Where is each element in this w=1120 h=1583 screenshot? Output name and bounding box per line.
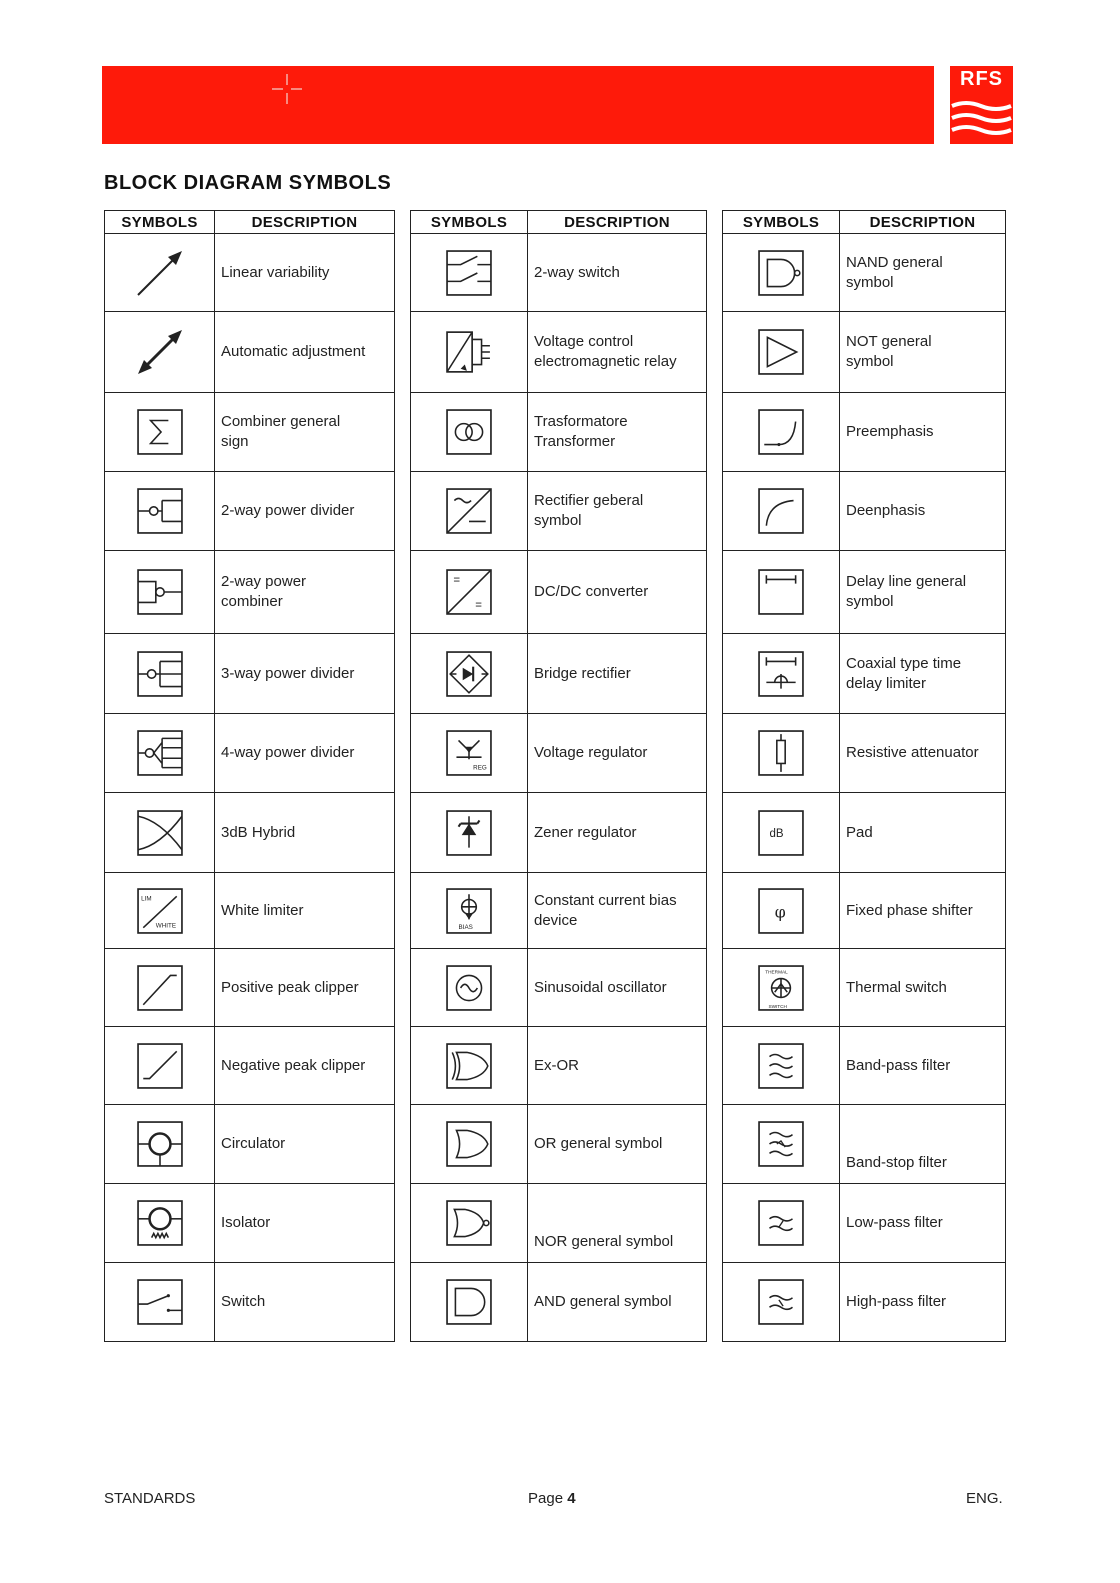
svg-text:THERMAL: THERMAL (765, 968, 788, 974)
symbol-cell (105, 551, 215, 634)
svg-text:BIAS: BIAS (458, 923, 473, 931)
symbol-cell (411, 949, 528, 1027)
description-line: Bridge rectifier (534, 664, 631, 682)
deenphasis-icon (758, 488, 804, 534)
symbol-cell (105, 1027, 215, 1105)
table-row (105, 949, 395, 1027)
description-line: delay limiter (846, 674, 927, 692)
table-row (105, 714, 395, 793)
description-header: DESCRIPTION (528, 211, 707, 234)
table-row (411, 472, 707, 551)
symbol-cell (723, 793, 840, 873)
rfs-logo (950, 66, 1013, 144)
page-number: 4 (567, 1490, 576, 1507)
description-cell (215, 949, 395, 1027)
description-line: Transformer (534, 433, 616, 450)
description-line: Positive peak clipper (221, 978, 359, 996)
linear-variability-icon (130, 243, 190, 303)
description-header: DESCRIPTION (840, 211, 1006, 234)
description-line: Negative peak clipper (221, 1056, 366, 1074)
description-line: Switch (221, 1293, 266, 1310)
low-pass-filter-icon (758, 1200, 804, 1246)
description-line: NOR general symbol (534, 1233, 674, 1250)
description-line: Pad (846, 823, 873, 841)
description-line: DC/DC converter (534, 583, 649, 600)
svg-text:=: = (475, 599, 482, 612)
table-row (411, 793, 707, 873)
description-line: OR general symbol (534, 1135, 663, 1152)
table-row (105, 1263, 395, 1342)
symbols-header: SYMBOLS (411, 211, 528, 234)
description-line: Band-stop filter (846, 1154, 947, 1171)
pad-icon (758, 810, 804, 856)
table-row (411, 551, 707, 634)
svg-text:=: = (453, 574, 461, 587)
2-way-power-combiner-icon (137, 569, 183, 615)
table-row (411, 312, 707, 393)
description-cell (840, 312, 1006, 393)
voltage-control-relay-icon (446, 329, 492, 375)
table-row (105, 234, 395, 312)
description-cell (215, 1263, 395, 1342)
sinusoidal-oscillator-icon (446, 965, 492, 1011)
svg-text:REG: REG (473, 764, 487, 772)
description-line: symbol (534, 512, 582, 529)
description-line: Ex-OR (534, 1056, 579, 1074)
description-cell (840, 234, 1006, 312)
symbol-cell (105, 873, 215, 949)
description-cell (840, 1027, 1006, 1105)
band-stop-filter-icon (758, 1121, 804, 1167)
description-header: DESCRIPTION (215, 211, 395, 234)
description-cell (215, 234, 395, 312)
description-cell (840, 1184, 1006, 1263)
high-pass-filter-icon (758, 1279, 804, 1325)
table-row (723, 1263, 1006, 1342)
svg-text:SWITCH: SWITCH (768, 1003, 787, 1009)
description-cell (840, 1105, 1006, 1184)
symbol-cell (723, 472, 840, 551)
symbols-header: SYMBOLS (723, 211, 840, 234)
symbol-cell (723, 551, 840, 634)
description-line: Coaxial type time (846, 654, 962, 672)
table-row (411, 234, 707, 312)
description-line: Resistive attenuator (846, 744, 979, 761)
4-way-power-divider-icon (137, 730, 183, 776)
description-line: Band-pass filter (846, 1056, 951, 1074)
table-row (723, 1105, 1006, 1184)
description-cell (840, 949, 1006, 1027)
description-line: Constant current bias (534, 891, 677, 909)
logo-text: RFS (960, 68, 1003, 90)
description-cell (215, 551, 395, 634)
symbol-cell (411, 234, 528, 312)
description-line: Low-pass filter (846, 1214, 943, 1231)
svg-text:dB: dB (769, 827, 784, 840)
description-line: Isolator (221, 1214, 271, 1231)
table-row (105, 551, 395, 634)
description-cell (840, 472, 1006, 551)
description-cell (528, 1263, 707, 1342)
3-way-power-divider-icon (137, 651, 183, 697)
description-cell (528, 714, 707, 793)
description-line: Voltage regulator (534, 744, 648, 761)
crosshair-icon (272, 74, 302, 104)
coaxial-delay-limiter-icon (758, 651, 804, 697)
table-row (723, 873, 1006, 949)
description-line: NOT general (846, 333, 932, 350)
symbol-cell (105, 714, 215, 793)
description-cell (528, 234, 707, 312)
table-row (723, 551, 1006, 634)
svg-text:LIM: LIM (140, 895, 152, 903)
description-cell (840, 551, 1006, 634)
transformer-icon (446, 409, 492, 455)
symbol-cell (411, 393, 528, 472)
resistive-attenuator-icon (758, 730, 804, 776)
symbol-cell (105, 234, 215, 312)
table-row (411, 714, 707, 793)
description-cell (840, 393, 1006, 472)
symbol-cell (411, 1263, 528, 1342)
description-cell (528, 1105, 707, 1184)
description-cell (215, 873, 395, 949)
description-line: Deenphasis (846, 502, 926, 519)
symbol-cell (723, 234, 840, 312)
description-cell (215, 472, 395, 551)
description-cell (528, 873, 707, 949)
svg-text:WHITE: WHITE (155, 922, 176, 930)
description-line: symbol (846, 593, 894, 610)
preemphasis-icon (758, 409, 804, 455)
description-cell (528, 634, 707, 714)
table-row (411, 1027, 707, 1105)
description-cell (215, 1184, 395, 1263)
fixed-phase-shifter-icon (758, 888, 804, 934)
description-cell (528, 949, 707, 1027)
symbol-cell (105, 1105, 215, 1184)
description-cell (840, 873, 1006, 949)
symbol-cell (105, 393, 215, 472)
symbol-cell (723, 1105, 840, 1184)
band-pass-filter-icon (758, 1043, 804, 1089)
table-row (105, 312, 395, 393)
symbol-cell (105, 949, 215, 1027)
description-cell (528, 472, 707, 551)
symbol-cell (723, 393, 840, 472)
symbol-cell (105, 1263, 215, 1342)
description-line: Linear variability (221, 263, 330, 281)
description-cell (528, 1027, 707, 1105)
voltage-regulator-icon (446, 730, 492, 776)
table-row (723, 1184, 1006, 1263)
symbol-cell (723, 1263, 840, 1342)
description-cell (840, 1263, 1006, 1342)
automatic-adjustment-icon (130, 322, 190, 382)
description-cell (840, 634, 1006, 714)
description-line: Delay line general (846, 573, 967, 590)
svg-text:φ: φ (774, 901, 786, 921)
table-row (105, 1027, 395, 1105)
footer-left: STANDARDS (104, 1490, 196, 1507)
header-banner (102, 66, 934, 144)
symbol-cell (411, 551, 528, 634)
negative-peak-clipper-icon (137, 1043, 183, 1089)
symbol-cell (723, 949, 840, 1027)
symbol-cell (411, 1184, 528, 1263)
description-line: 4-way power divider (221, 744, 355, 761)
symbol-cell (723, 873, 840, 949)
symbol-cell (105, 312, 215, 393)
thermal-switch-icon (758, 965, 804, 1011)
description-cell (215, 793, 395, 873)
constant-current-bias-icon (446, 888, 492, 934)
symbol-cell (723, 1184, 840, 1263)
symbol-cell (411, 1027, 528, 1105)
symbol-cell (105, 472, 215, 551)
symbol-cell (411, 714, 528, 793)
and-gate-icon (446, 1279, 492, 1325)
description-line: 3dB Hybrid (221, 823, 296, 841)
footer-right: ENG. (966, 1490, 1003, 1507)
footer-page (528, 1490, 576, 1507)
description-line: Rectifier geberal (534, 492, 644, 509)
table-row (723, 1027, 1006, 1105)
description-line: combiner (221, 593, 283, 610)
bridge-rectifier-icon (446, 651, 492, 697)
symbol-cell (411, 793, 528, 873)
description-cell (215, 1105, 395, 1184)
description-cell (528, 551, 707, 634)
table-row (105, 393, 395, 472)
description-cell (215, 1027, 395, 1105)
page-title: BLOCK DIAGRAM SYMBOLS (104, 172, 392, 194)
table-row (411, 1184, 707, 1263)
description-line: Sinusoidal oscillator (534, 978, 667, 996)
table-row (411, 1263, 707, 1342)
description-cell (528, 312, 707, 393)
symbols-table-3 (722, 210, 1006, 1342)
symbol-cell (411, 472, 528, 551)
symbol-cell (723, 714, 840, 793)
table-row (723, 312, 1006, 393)
description-line: Zener regulator (534, 823, 637, 841)
symbol-cell (723, 1027, 840, 1105)
3db-hybrid-icon (137, 810, 183, 856)
table-row (411, 949, 707, 1027)
table-row (105, 472, 395, 551)
table-row (723, 793, 1006, 873)
nand-gate-icon (758, 250, 804, 296)
description-line: 2-way power (221, 573, 307, 590)
table-row (411, 873, 707, 949)
table-row (723, 393, 1006, 472)
description-line: symbol (846, 353, 894, 370)
description-line: Thermal switch (846, 978, 947, 996)
description-cell (528, 1184, 707, 1263)
dc-dc-converter-icon (446, 569, 492, 615)
description-line: Voltage control (534, 333, 634, 350)
description-line: 2-way switch (534, 263, 620, 281)
2-way-power-divider-icon (137, 488, 183, 534)
symbol-cell (723, 634, 840, 714)
symbol-cell (105, 793, 215, 873)
delay-line-icon (758, 569, 804, 615)
2-way-switch-icon (446, 250, 492, 296)
description-cell (215, 714, 395, 793)
description-line: electromagnetic relay (534, 353, 677, 370)
not-gate-icon (758, 329, 804, 375)
zener-regulator-icon (446, 810, 492, 856)
description-cell (528, 393, 707, 472)
ex-or-icon (446, 1043, 492, 1089)
description-cell (215, 393, 395, 472)
description-line: Fixed phase shifter (846, 901, 973, 919)
description-cell (840, 714, 1006, 793)
description-cell (528, 793, 707, 873)
description-line: Circulator (221, 1135, 286, 1152)
positive-peak-clipper-icon (137, 965, 183, 1011)
white-limiter-icon (137, 888, 183, 934)
description-line: device (534, 911, 578, 929)
description-line: symbol (846, 273, 894, 291)
table-row (105, 1105, 395, 1184)
description-cell (215, 634, 395, 714)
description-cell (215, 312, 395, 393)
table-row (105, 873, 395, 949)
symbol-cell (411, 1105, 528, 1184)
isolator-icon (137, 1200, 183, 1246)
table-row (105, 793, 395, 873)
table-row (411, 1105, 707, 1184)
symbols-table-2 (410, 210, 707, 1342)
description-line: Combiner general (221, 413, 341, 430)
switch-icon (137, 1279, 183, 1325)
table-row (411, 393, 707, 472)
symbol-cell (105, 1184, 215, 1263)
nor-gate-icon (446, 1200, 492, 1246)
table-row (723, 634, 1006, 714)
symbol-cell (105, 634, 215, 714)
description-line: AND general symbol (534, 1293, 672, 1310)
symbol-cell (411, 634, 528, 714)
circulator-icon (137, 1121, 183, 1167)
description-line: Automatic adjustment (221, 343, 366, 360)
symbol-cell (411, 873, 528, 949)
description-line: sign (221, 433, 249, 450)
or-gate-icon (446, 1121, 492, 1167)
table-row (411, 634, 707, 714)
symbol-cell (411, 312, 528, 393)
table-row (105, 1184, 395, 1263)
description-line: 2-way power divider (221, 502, 355, 519)
combiner-icon (137, 409, 183, 455)
description-cell (840, 793, 1006, 873)
symbol-cell (723, 312, 840, 393)
page-label: Page (528, 1490, 564, 1507)
rectifier-icon (446, 488, 492, 534)
table-row (723, 234, 1006, 312)
description-line: Trasformatore (534, 413, 628, 430)
description-line: High-pass filter (846, 1293, 947, 1310)
table-row (723, 472, 1006, 551)
table-row (723, 714, 1006, 793)
description-line: Preemphasis (846, 423, 934, 440)
table-row (723, 949, 1006, 1027)
description-line: White limiter (221, 901, 304, 919)
symbols-table-1 (104, 210, 395, 1342)
symbols-header: SYMBOLS (105, 211, 215, 234)
description-line: NAND general (846, 253, 943, 271)
table-row (105, 634, 395, 714)
description-line: 3-way power divider (221, 664, 355, 682)
